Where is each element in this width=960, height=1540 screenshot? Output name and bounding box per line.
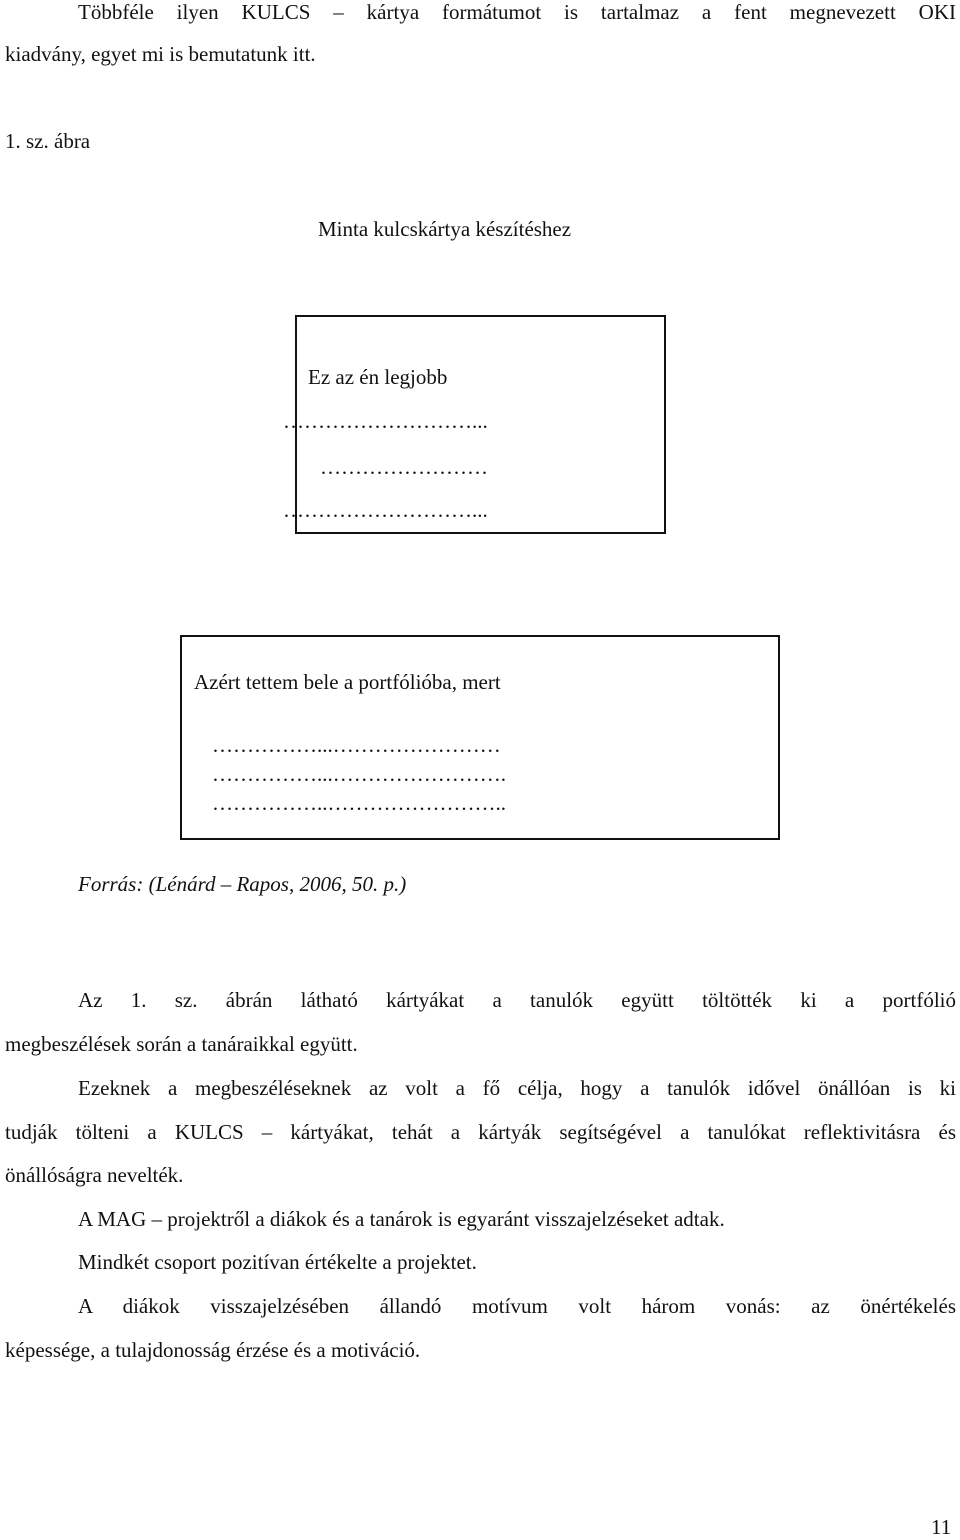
paragraph-2-line-1: Ezeknek a megbeszéléseknek az volt a fő célja, hogy a tanulók idővel önállóan is ki (78, 1076, 956, 1100)
page-number: 11 (931, 1515, 952, 1539)
paragraph-2-line-2: tudják tölteni a KULCS – kártyákat, tehát a kártyák segítségével a tanulókat reflektivitásra és (5, 1120, 956, 1144)
paragraph-4: Mindkét csoport pozitívan értékelte a projektet. (78, 1250, 477, 1274)
figure-label: 1. sz. ábra (5, 129, 91, 153)
paragraph-5-line-1: A diákok visszajelzésében állandó motívum volt három vonás: az önértékelés (78, 1294, 956, 1318)
paragraph-3: A MAG – projektről a diákok és a tanárok is egyaránt visszajelzéseket adtak. (78, 1207, 725, 1231)
figure-source: Forrás: (Lénárd – Rapos, 2006, 50. p.) (78, 872, 407, 896)
intro-line-2: kiadvány, egyet mi is bemutatunk itt. (5, 42, 316, 66)
figure-title: Minta kulcskártya készítéshez (318, 217, 572, 241)
key-card-reason (180, 635, 780, 840)
intro-line-1: Többféle ilyen KULCS – kártya formátumot is tartalmaz a fent megnevezett OKI (78, 0, 956, 24)
card-dots-line-3: ……………..…………………….. (212, 791, 506, 815)
card-dots-line-3: ………………………... (283, 498, 488, 522)
card-prompt-best: Ez az én legjobb (308, 365, 448, 389)
card-dots-line-1: ……………...…………………… (212, 733, 501, 757)
paragraph-1-line-1: Az 1. sz. ábrán látható kártyákat a tanulók együtt töltötték ki a portfólió (78, 988, 956, 1012)
paragraph-2-line-3: önállóságra nevelték. (5, 1163, 184, 1187)
card-dots-line-1: ………………………... (283, 409, 488, 433)
card-dots-line-2: ……………...……………………. (212, 762, 506, 786)
paragraph-5-line-2: képessége, a tulajdonosság érzése és a motiváció. (5, 1338, 421, 1362)
card-dots-line-2: …………………… (320, 455, 488, 479)
card-prompt-reason: Azért tettem bele a portfólióba, mert (194, 670, 501, 694)
paragraph-1-line-2: megbeszélések során a tanáraikkal együtt. (5, 1032, 358, 1056)
key-card-best (283, 315, 666, 534)
